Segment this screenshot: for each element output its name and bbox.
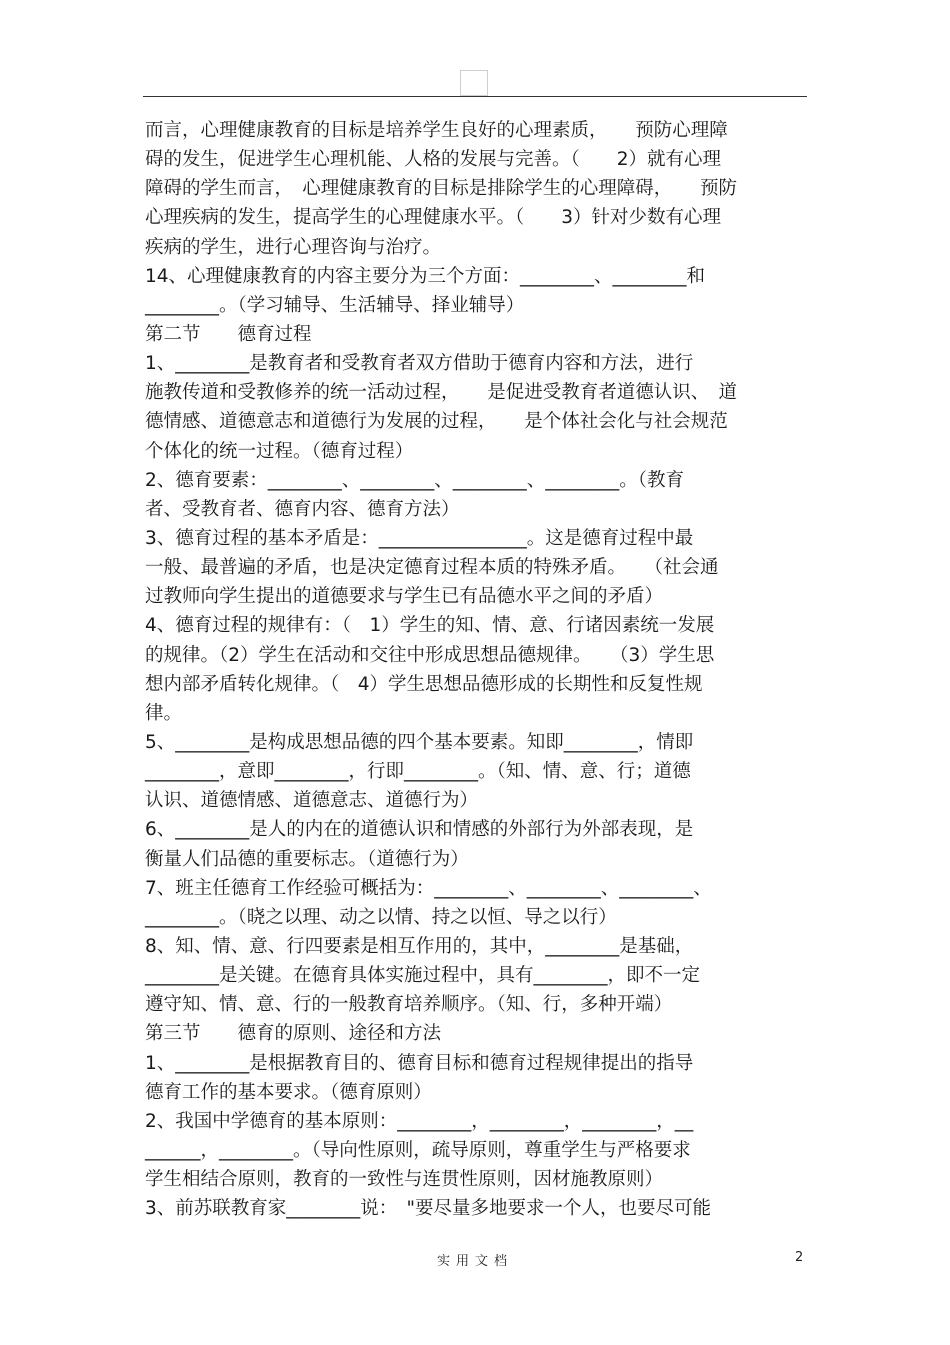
text-line: 障碍的学生而言， 心理健康教育的目标是排除学生的心理障碍， 预防 [145, 178, 738, 200]
text-line: 者、受教育者、德育内容、德育方法） [145, 498, 460, 520]
text-line: 1、________是教育者和受教育者双方借助于德育内容和方法，进行 [145, 353, 694, 375]
text-line: 3、前苏联教育家________说： "要尽量多地要求一个人，也要尽可能 [145, 1198, 712, 1220]
section-heading: 第二节 德育过程 [145, 323, 312, 345]
text-line: 的规律。（2）学生在活动和交往中形成思想品德规律。 （3）学生思 [145, 644, 715, 666]
footer-label: 实用文档 [436, 1254, 513, 1269]
text-line: 14、心理健康教育的内容主要分为三个方面：________、________和 [145, 265, 706, 287]
text-line: 学生相结合原则，教育的一致性与连贯性原则，因材施教原则） [145, 1169, 664, 1191]
text-line: 德情感、道德意志和道德行为发展的过程， 是个体社会化与社会规范 [145, 411, 728, 433]
text-line: 遵守知、情、意、行的一般教育培养顺序。（知、行，多种开端） [145, 994, 673, 1016]
text-line: 碍的发生，促进学生心理机能、人格的发展与完善。（ 2）就有心理 [145, 149, 722, 171]
text-line: 疾病的学生，进行心理咨询与治疗。 [145, 236, 442, 258]
header-logo-box [460, 70, 488, 96]
text-line: 个体化的统一过程。（德育过程） [145, 440, 414, 462]
text-line: 认识、道德情感、道德意志、道德行为） [145, 790, 479, 812]
header-rule [143, 96, 807, 97]
text-line: ________，意即________，行即________。（知、情、意、行；道德 [145, 761, 691, 783]
text-line: 想内部矛盾转化规律。（ 4）学生思想品德形成的长期性和反复性规 [145, 673, 703, 695]
text-line: ________。（学习辅导、生活辅导、择业辅导） [145, 294, 525, 316]
text-line: 1、________是根据教育目的、德育目标和德育过程规律提出的指导 [145, 1052, 694, 1074]
text-line: 2、我国中学德育的基本原则：________，________，________，__ [145, 1110, 694, 1132]
text-line: 5、________是构成思想品德的四个基本要素。知即________，情即 [145, 731, 694, 753]
page-number: 2 [795, 1250, 804, 1265]
text-line: 7、班主任德育工作经验可概括为：________、________、________、 [145, 877, 712, 899]
text-line: 而言，心理健康教育的目标是培养学生良好的心理素质， 预防心理障 [145, 120, 728, 141]
text-line: 施教传道和受教修养的统一活动过程， 是促进受教育者道德认识、 道 [145, 382, 738, 404]
text-line: 律。 [145, 702, 183, 724]
document-body [145, 116, 807, 1223]
text-line: 一般、最普遍的矛盾，也是决定德育过程本质的特殊矛盾。 （社会通 [145, 557, 719, 579]
text-line: 2、德育要素：________、________、________、________。（教育 [145, 469, 685, 491]
section-heading: 第三节 德育的原则、途径和方法 [145, 1023, 442, 1045]
text-line: 德育工作的基本要求。（德育原则） [145, 1081, 432, 1103]
text-line: 3、德育过程的基本矛盾是：________________。这是德育过程中最 [145, 527, 694, 549]
text-line: 6、________是人的内在的道德认识和情感的外部行为外部表现，是 [145, 819, 694, 841]
text-line: ______，________。（导向性原则，疏导原则，尊重学生与严格要求 [145, 1139, 691, 1161]
text-line: 衡量人们品德的重要标志。（道德行为） [145, 848, 469, 870]
text-line: 过教师向学生提出的道德要求与学生已有品德水平之间的矛盾） [145, 586, 664, 608]
text-line: 4、德育过程的规律有：（ 1）学生的知、情、意、行诸因素统一发展 [145, 615, 715, 637]
text-line: ________是关键。在德育具体实施过程中，具有________，即不一定 [145, 965, 701, 987]
text-line: 8、知、情、意、行四要素是相互作用的，其中，________是基础， [145, 935, 694, 957]
text-line: ________。（晓之以理、动之以情、持之以恒、导之以行） [145, 906, 617, 928]
text-line: 心理疾病的发生，提高学生的心理健康水平。（ 3）针对少数有心理 [145, 207, 722, 229]
